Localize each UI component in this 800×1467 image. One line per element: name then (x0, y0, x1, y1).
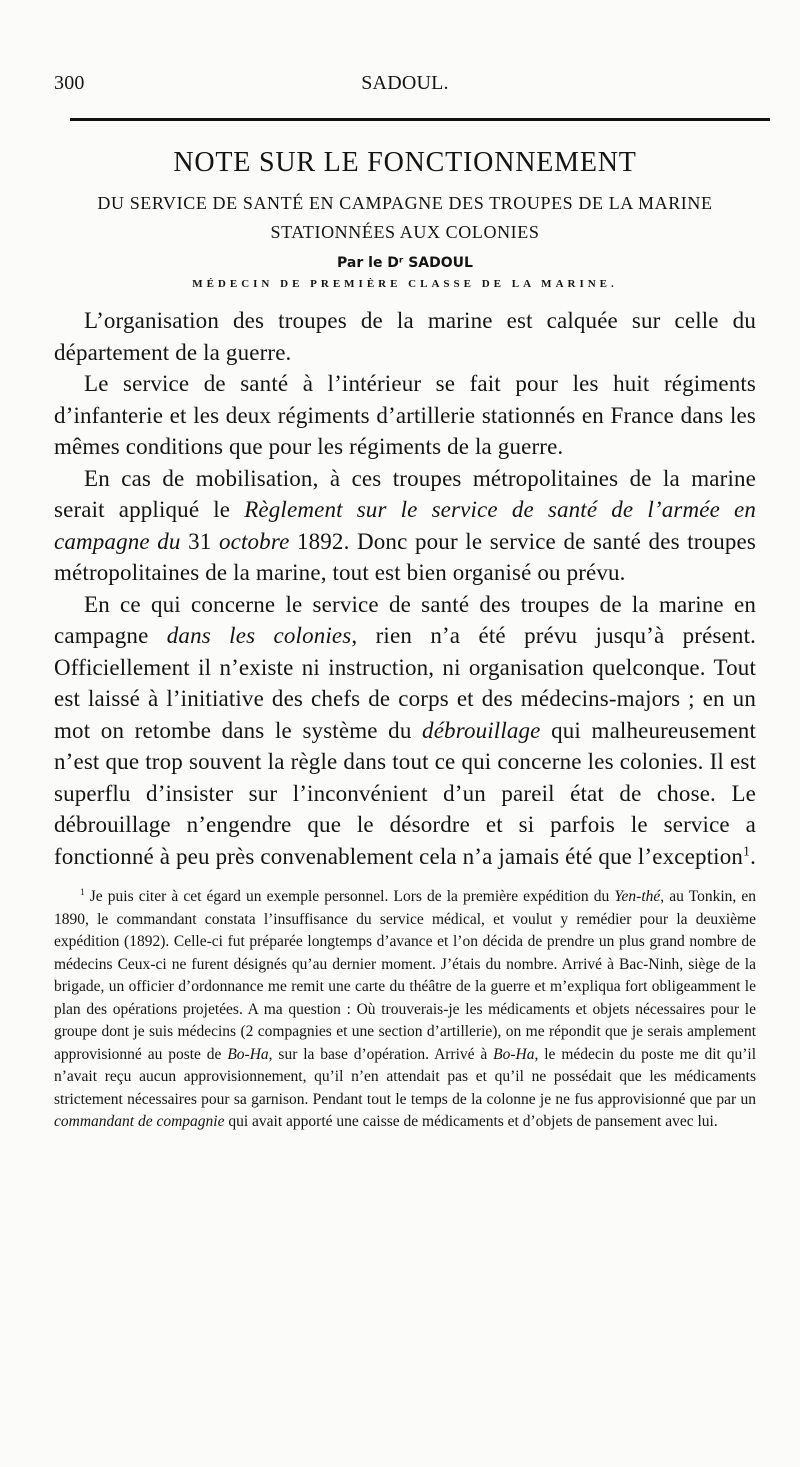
footnote-marker: 1 (80, 887, 85, 898)
footnote-1 (54, 886, 756, 1134)
author-byline: Par le Dʳ SADOUL (337, 255, 473, 271)
article-subtitle (54, 189, 756, 247)
header-rule (70, 118, 770, 121)
paragraph-4-text-a: En ce qui concerne le service de santé des troupes de la marine en campagne (54, 591, 756, 648)
footnote-italic-1: Yen-thé (614, 888, 661, 905)
paragraph-4-text-c: qui malheureusement n’est que trop souvent la règle dans tout ce qui concerne les colonies. Il est superflu d’insister sur l’inconvénient d’un pareil état de chose. Le débrouillage n’engendre que le désordre et si parfois le service a fonctionné à peu près convenablement cela n’a jamais été que l’exception (54, 717, 756, 869)
paragraph-3-italic: Règlement sur le service de santé de l’armée en campagne du (54, 497, 757, 554)
running-title: SADOUL. (361, 72, 449, 94)
paragraph-3-italic-2: octobre (218, 528, 290, 554)
paragraph-3-text-a: En cas de mobilisation, à ces troupes métropolitaines de la marine serait appliqué le (54, 465, 756, 522)
article-title: NOTE SUR LE FONCTIONNEMENT (173, 147, 637, 178)
footnote-text-b: , au Tonkin, en 1890, le commandant constata l’insuffisance du service médical, et voulut y remédier pour la deuxième expédition (1892). Celle-ci fut préparée longtemps d’avance et l’on décida de prendre un plus grand nombre de médecins Ceux-ci ne furent désignés qu’au dernier moment. J’étais du nombre. Arrivé à Bac-Ninh, siège de la brigade, un officier d’ordonnance me remit une carte du théâtre de la guerre et m’expliqua fort obligeamment le plan des opérations projetées. A ma question : Où trouverais-je les médicaments et objets nécessaires pour le groupe dont je suis médecins (2 compagnies et une section d’artillerie), on me répondit que je serais amplement approvisionné au poste de (54, 888, 756, 1063)
paragraph-4-italic: dans les colonies (166, 623, 352, 648)
author-affiliation: MÉDECIN DE PREMIÈRE CLASSE DE LA MARINE. (192, 278, 618, 290)
subtitle-line-2: STATIONNÉES AUX COLONIES (270, 222, 540, 242)
paragraph-1: L’organisation des troupes de la marine est calquée sur celle du département de la guerre. (54, 308, 756, 365)
footnote-text-d: , le médecin du poste me dit qu’il n’avait reçu aucun approvisionnement, qu’il n’en attendait pas et qu’il ne possédait que les médicaments strictement nécessaires pour sa garnison. Pendant tout le temps de la colonne je ne fus approvisionné que par un (54, 1045, 757, 1108)
paragraph-4-end: . (750, 843, 756, 869)
footnote-text-e: qui avait apporté une caisse de médicaments et d’objets de pansement avec lui. (224, 1113, 718, 1130)
paragraph-2: Le service de santé à l’intérieur se fait pour les huit régiments d’infanterie et les deux régiments d’artillerie stationnés en France dans les mêmes conditions que pour les régiments de la guerre. (54, 371, 756, 459)
paragraph-3 (54, 463, 756, 589)
article-body (54, 305, 756, 872)
page-number: 300 (54, 72, 85, 94)
paragraph-4 (54, 589, 756, 873)
footnote-italic-2: Bo-Ha (227, 1045, 269, 1063)
footnote-italic-4: commandant de compagnie (54, 1113, 225, 1130)
paragraph-3-text-b: 31 (180, 528, 219, 554)
footnote-italic-3: Bo-Ha (493, 1045, 535, 1063)
paragraph-4-text-b: , rien n’a été prévu jusqu’à présent. Officiellement il n’existe ni instruction, ni organisation quelconque. Tout est laissé à l’initiative des chefs de corps et des médecins-majors ; en un mot on retombe dans le système du (54, 623, 757, 743)
paragraph-3-text-c: 1892. Donc pour le service de santé des troupes métropolitaines de la marine, tout est bien organisé ou prévu. (54, 528, 756, 585)
footnote-text-c: , sur la base d’opération. Arrivé à (268, 1045, 494, 1063)
footnote-reference[interactable]: 1 (743, 842, 751, 858)
subtitle-line-1: DU SERVICE DE SANTÉ EN CAMPAGNE DES TROUPES DE LA MARINE (97, 193, 713, 213)
running-head (54, 66, 756, 100)
paragraph-4-italic-2: débrouillage (422, 717, 541, 743)
footnote-text-a: Je puis citer à cet égard un exemple personnel. Lors de la première expédition du (84, 888, 615, 905)
